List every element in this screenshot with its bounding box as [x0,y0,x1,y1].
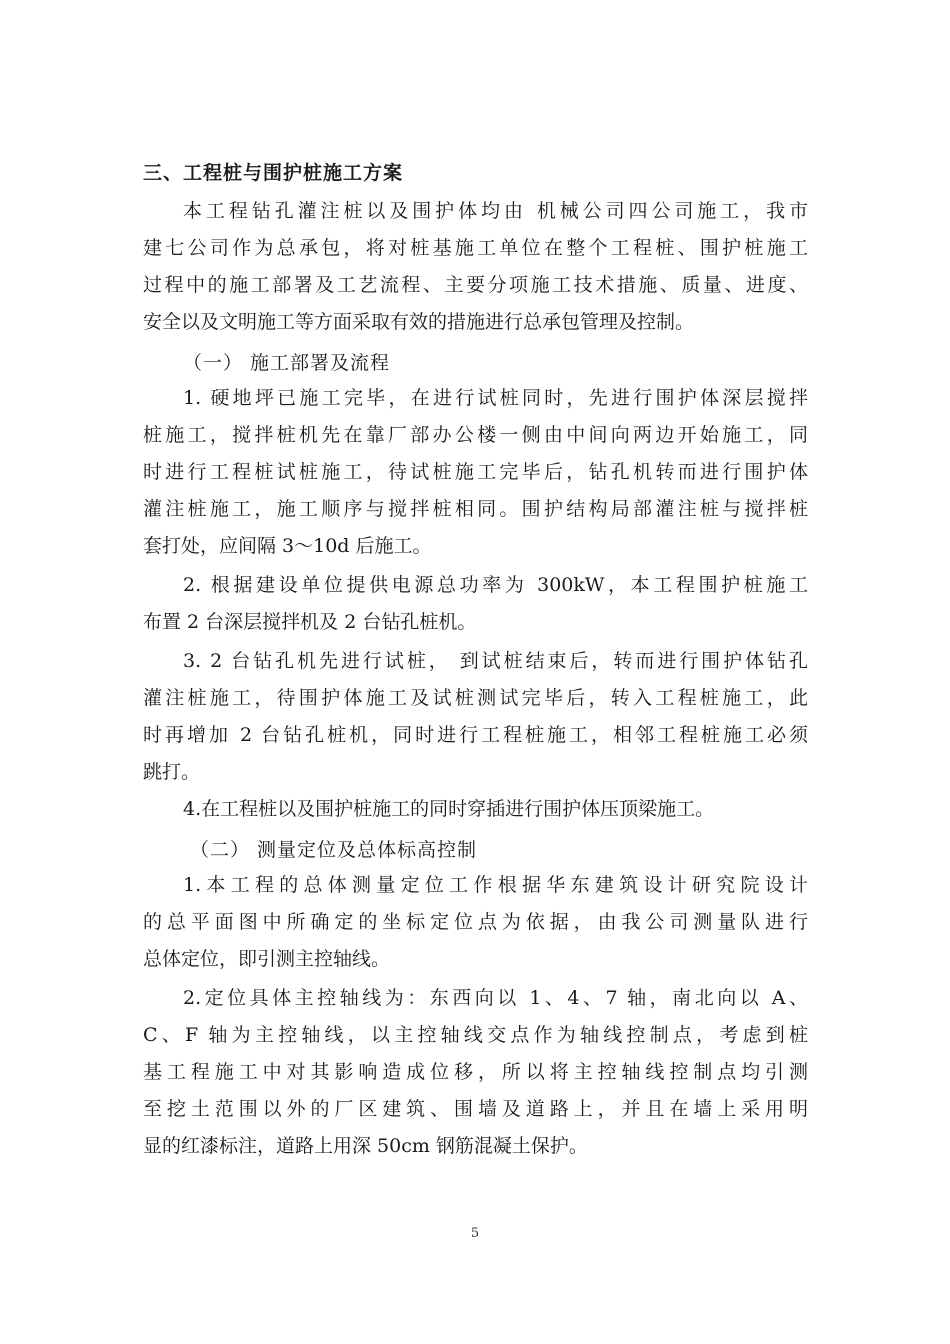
s1-item3-line: 灌注桩施工，待围护体施工及试桩测试完毕后，转入工程桩施工，此 [143,687,808,709]
s2-item2-line: 显的红漆标注，道路上用深 50cm 钢筋混凝土保护。 [143,1135,588,1157]
s1-item3-line: 时再增加 2 台钻孔桩机，同时进行工程桩施工，相邻工程桩施工必须 [143,724,808,746]
s2-item1-line: 1.本工程的总体测量定位工作根据华东建筑设计研究院设计 [183,874,808,896]
page-number: 5 [470,1226,480,1241]
subsection-heading-1: （一） 施工部署及流程 [183,352,391,374]
intro-line: 安全以及文明施工等方面采取有效的措施进行总承包管理及控制。 [143,311,695,333]
s1-item1-line: 时进行工程桩试桩施工，待试桩施工完毕后，钻孔机转而进行围护体 [143,461,808,483]
s1-item1-line: 桩施工，搅拌桩机先在靠厂部办公楼一侧由中间向两边开始施工，同 [143,424,808,446]
s1-item3-line: 跳打。 [143,761,201,783]
s2-item2-line: C、F 轴为主控轴线，以主控轴线交点作为轴线控制点，考虑到桩 [143,1024,808,1046]
s1-item2-line: 2. 根据建设单位提供电源总功率为 300kW，本工程围护桩施工 [183,574,808,596]
s2-item1-line: 的总平面图中所确定的坐标定位点为依据，由我公司测量队进行 [143,911,808,933]
s2-item1-line: 总体定位，即引测主控轴线。 [143,948,391,970]
s2-item2-line: 基工程施工中对其影响造成位移，所以将主控轴线控制点均引测 [143,1061,808,1083]
s2-item2-line: 2.定位具体主控轴线为：东西向以 1、4、7 轴，南北向以 A、 [183,987,808,1009]
intro-line: 过程中的施工部署及工艺流程、主要分项施工技术措施、质量、进度、 [143,274,808,296]
s1-item4-line: 4.在工程桩以及围护桩施工的同时穿插进行围护体压顶梁施工。 [183,798,715,820]
intro-line: 建七公司作为总承包，将对桩基施工单位在整个工程桩、围护桩施工 [143,237,808,259]
section-title: 三、工程桩与围护桩施工方案 [143,162,404,184]
s2-item2-line: 至挖土范围以外的厂区建筑、围墙及道路上，并且在墙上采用明 [143,1098,808,1120]
s1-item1-line: 1. 硬地坪已施工完毕，在进行试桩同时，先进行围护体深层搅拌 [183,387,808,409]
subsection-heading-2: （二） 测量定位及总体标高控制 [190,839,478,861]
s1-item1-line: 灌注桩施工，施工顺序与搅拌桩相同。围护结构局部灌注桩与搅拌桩 [143,498,808,520]
s1-item3-line: 3. 2 台钻孔机先进行试桩， 到试桩结束后，转而进行围护体钻孔 [183,650,808,672]
intro-line: 本工程钻孔灌注桩以及围护体均由 机械公司四公司施工，我市 [183,200,808,222]
s1-item1-line: 套打处，应间隔 3～10d 后施工。 [143,535,432,557]
s1-item2-line: 布置 2 台深层搅拌机及 2 台钻孔桩机。 [143,611,477,633]
